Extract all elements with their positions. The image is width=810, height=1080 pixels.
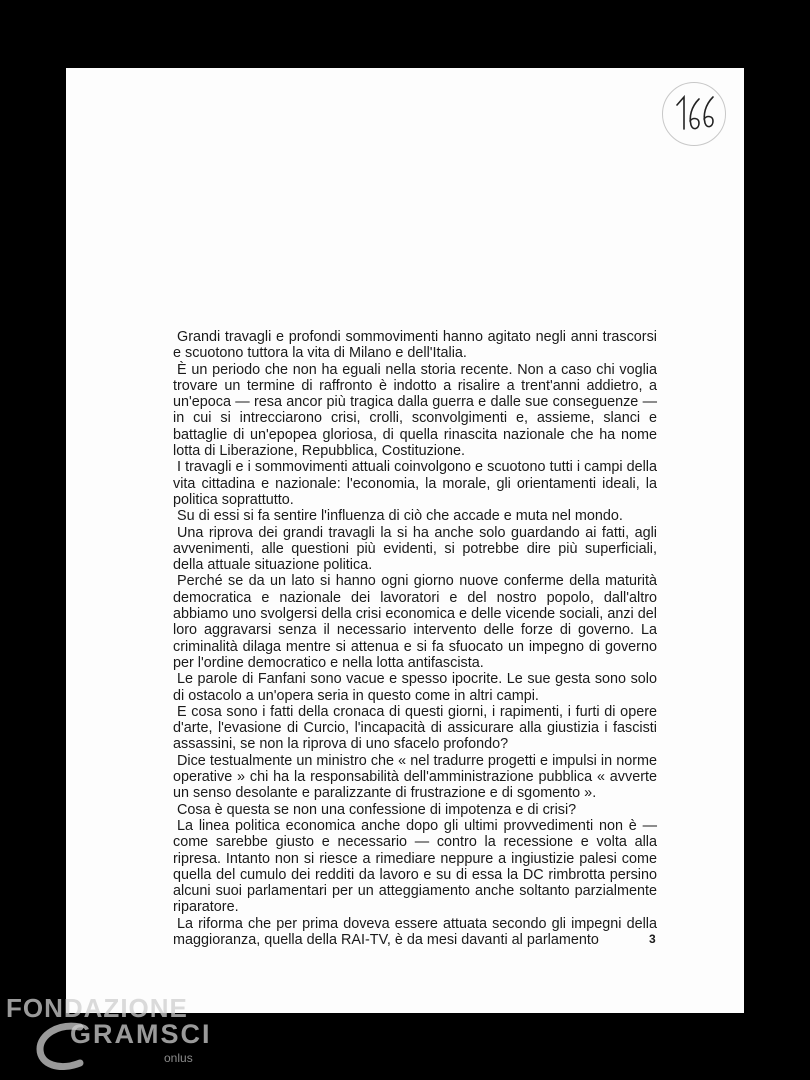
handwritten-folio-number-icon — [663, 83, 725, 145]
page-number: 3 — [649, 932, 656, 946]
paragraph: Le parole di Fanfani sono vacue e spesso ipocrite. Le sue gesta sono solo di ostacolo a un'opera seria in questo come in altri campi. — [173, 671, 657, 704]
paragraph: La riforma che per prima doveva essere attuata secondo gli impegni della maggioranza, quella della RAI-TV, è da mesi davanti al parlamento — [173, 915, 657, 948]
body-text — [173, 329, 657, 948]
document-page — [66, 68, 744, 1013]
paragraph: I travagli e i sommovimenti attuali coinvolgono e scuotono tutti i campi della vita cittadina e nazionale: l'economia, la morale, gli orientamenti ideali, la politica soprattutto. — [173, 459, 657, 508]
watermark-logo — [0, 985, 240, 1080]
paragraph: La linea politica economica anche dopo gli ultimi provvedimenti non è — come sarebbe giusto e necessario — contro la recessione e volta alla ripresa. Intanto non si riesce a rimediare neppure a ingiustizie palesi come quella del cumulo dei redditi da lavoro e su di essa la DC rimbrotta persino alcuni suoi parlamentari per un atteggiamento anche soltanto parzialmente riparatore. — [173, 817, 657, 916]
paragraph: Grandi travagli e profondi sommovimenti hanno agitato negli anni trascorsi e scuotono tuttora la vita di Milano e dell'Italia. — [173, 329, 657, 362]
paragraph: Dice testualmente un ministro che « nel tradurre progetti e impulsi in norme operative » chi ha la responsabilità dell'amministrazione pubblica « avverte un senso desolante e paralizzante di frustrazione e di sgomento ». — [173, 752, 657, 802]
watermark-line-3: onlus — [164, 1051, 193, 1065]
watermark-line-1: FONDAZIONE — [6, 993, 188, 1023]
paragraph: E cosa sono i fatti della cronaca di questi giorni, i rapimenti, i furti di opere d'arte, l'evasione di Curcio, l'incapacità di assicurare alla giustizia i fascisti assassini, se non la riprova di uno sfacelo profondo? — [173, 703, 657, 753]
folio-stamp — [662, 82, 726, 146]
paragraph: Cosa è questa se non una confessione di impotenza e di crisi? — [177, 801, 577, 818]
paragraph: È un periodo che non ha eguali nella storia recente. Non a caso chi voglia trovare un termine di raffronto è indotto a risalire a trent'anni addietro, a un'epoca — resa ancor più tragica dalla guerra e dalle sue conseguenze — in cui si intrecciarono crisi, crolli, sconvolgimenti e, assieme, slanci e battaglie di un'epopea gloriosa, di quella rinascita nazionale che ha nome lotta di Liberazione, Repubblica, Costituzione. — [173, 361, 657, 460]
watermark-line-2: GRAMSCI — [70, 1019, 212, 1049]
paragraph: Una riprova dei grandi travagli la si ha anche solo guardando ai fatti, agli avvenimenti, alle questioni più evidenti, si potrebbe dire più superficiali, della attuale situazione politica. — [173, 524, 657, 574]
paragraph: Su di essi si fa sentire l'influenza di ciò che accade e muta nel mondo. — [177, 508, 623, 525]
paragraph: Perché se da un lato si hanno ogni giorno nuove conferme della maturità democratica e nazionale dei lavoratori e del nostro popolo, dall'altro abbiamo uno svolgersi della crisi economica e delle vicende sociali, anzi del loro aggravarsi senza il necessario intervento delle forze di governo. La criminalità dilaga mentre si attenua e si fa sfuocato un impegno di governo per l'ordine democratico e nella lotta antifascista. — [173, 573, 657, 671]
